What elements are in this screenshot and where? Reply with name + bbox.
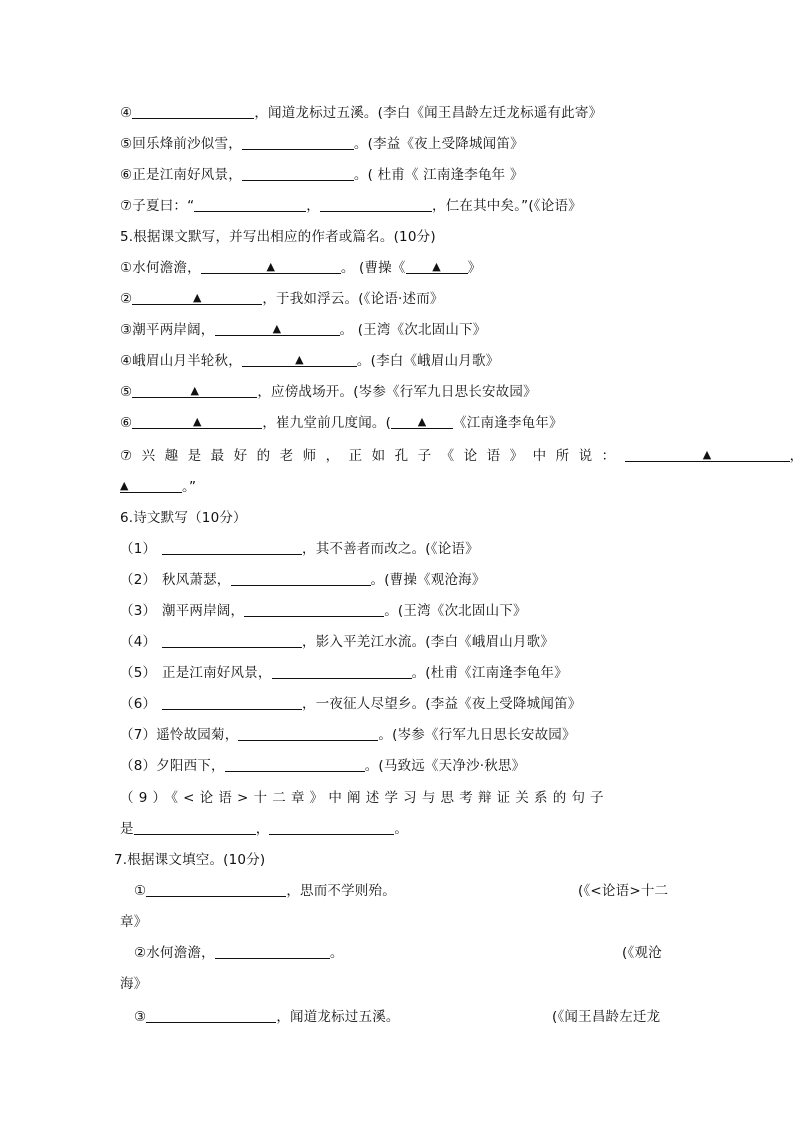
line-text: ，闻道龙标过五溪。 [276,1009,400,1025]
row-text: ，其不善者而改之。(《论语》 [302,541,479,557]
row-text: ，影入平羌江水流。(李白《峨眉山月歌》 [302,634,555,650]
q5-line-7a [120,446,803,466]
q7-line-3-source: (《闻王昌龄左迁龙 [552,1009,661,1025]
q5-title: 5.根据课文默写，并写出相应的作者或篇名。(10分) [120,229,436,245]
item-4-prefix: ④ [120,105,133,121]
answer-blank[interactable] [269,820,394,835]
triangle-mark: ▲ [432,260,441,273]
q5-line-1-prefix: ①水何澹澹， [120,260,201,276]
q7-line-2-source: (《观沧 [622,945,662,961]
row-text: 。(岑参《行军九日思长安故园》 [378,727,576,743]
closing-quote: 。” [182,479,197,495]
item-5-text: 。(李益《夜上受降城闻笛》 [353,136,524,152]
row-number: （4） [120,634,157,650]
q7-line-1-source-cont: 章》 [120,914,148,930]
triangle-mark: ▲ [192,291,202,304]
line-text: ，思而不学则殆。 [286,883,396,899]
triangle-mark: ▲ [702,448,712,461]
answer-blank[interactable] [201,259,341,274]
q5-line-6-prefix: ⑥ [120,415,133,431]
q5-line-3-prefix: ③潮平两岸阔， [120,322,215,338]
q6-row-2 [120,570,486,590]
row-prefix: 正是江南好风景， [162,665,272,681]
period: 。 [394,821,409,837]
triangle-mark: ▲ [190,384,200,397]
answer-blank[interactable] [238,726,378,741]
answer-blank[interactable] [242,166,354,181]
triangle-mark: ▲ [120,479,129,492]
q6-title: 6.诗文默写（10分） [120,510,247,526]
row-number: （8） [120,758,157,774]
q6-row-9a: （9）《<论语>十二章》中阐述学习与思考辩证关系的句子 [120,790,609,806]
answer-blank[interactable] [625,447,790,462]
q5-line-2-text: ，于我如浮云。(《论语·述而》 [262,291,444,307]
q5-line-7b [120,477,196,497]
triangle-mark: ▲ [417,415,427,428]
answer-blank[interactable] [242,135,354,150]
answer-blank[interactable] [146,882,286,897]
line-prefix: ②水何澹澹， [134,945,215,961]
q5-line-2 [120,289,444,309]
item-7-text: ，仁在其中矣。”(《论语》 [432,198,582,214]
q6-row-6 [120,694,581,714]
answer-blank[interactable] [272,664,412,679]
item-7-prefix: ⑦子夏曰：“ [120,198,195,214]
q5-line-5 [120,382,537,402]
q6-row-3 [120,601,527,621]
q6-row-7 [120,725,576,745]
triangle-mark: ▲ [295,353,304,366]
answer-blank[interactable] [134,820,256,835]
row-text: 。(杜甫《江南逢李龟年》 [411,665,568,681]
row-prefix: 遥怜故园菊， [156,727,239,743]
answer-blank[interactable] [146,1008,276,1023]
answer-blank[interactable] [132,383,257,398]
row-number: （1） [120,541,157,557]
triangle-mark: ▲ [192,415,202,428]
row-number: （5） [120,665,157,681]
answer-blank[interactable] [225,757,365,772]
q6-row-5 [120,663,568,683]
q5-line-3 [120,320,486,340]
row-text: 。(曹操《观沧海》 [370,572,486,588]
answer-blank[interactable] [132,104,254,119]
q5-line-4-prefix: ④峨眉山月半轮秋， [120,353,242,369]
line-prefix: ③ [134,1009,147,1025]
item-6-text: 。( 杜甫《 江南逢李龟年 》 [353,167,524,183]
row-prefix: 是 [120,821,134,837]
answer-blank[interactable] [244,602,384,617]
answer-blank[interactable] [320,197,432,212]
q7-line-1-source: (《<论语>十二 [578,883,669,899]
line-prefix: ① [134,883,147,899]
answer-blank[interactable] [242,352,357,367]
q6-row-1 [120,539,479,559]
q5-line-1-mid: 。 (曹操《 [340,260,406,276]
row-text: 。(王湾《次北固山下》 [384,603,527,619]
answer-blank[interactable] [391,414,453,429]
q7-line-2-source-cont: 海》 [120,976,148,992]
row-prefix: 秋风萧瑟， [162,572,231,588]
row-text: ，一夜征人尽望乡。(李益《夜上受降城闻笛》 [302,696,582,712]
q6-row-8 [120,756,525,776]
q5-line-4-text: 。(李白《峨眉山月歌》 [356,353,500,369]
item-5-prefix: ⑤回乐烽前沙似雪， [120,136,242,152]
comma: ， [789,448,803,464]
answer-blank[interactable] [132,414,262,429]
row-number: （2） [120,572,157,588]
comma: ， [306,198,320,214]
item-5 [120,134,524,154]
q7-line-3 [134,1007,400,1027]
row-text: 。(马致远《天净沙·秋思》 [364,758,526,774]
answer-blank[interactable] [120,478,182,493]
triangle-mark: ▲ [266,260,276,273]
q5-line-6-suffix: 《江南逢李龟年》 [453,415,563,431]
answer-blank[interactable] [162,633,302,648]
q5-line-3-text: 。 (王湾《次北固山下》 [339,322,487,338]
row-number: （6） [120,696,157,712]
q6-row-9b [120,819,408,839]
answer-blank[interactable] [231,571,371,586]
q5-line-6 [120,413,563,433]
q5-line-5-text: ，应傍战场开。(岑参《行军九日思长安故园》 [257,384,537,400]
triangle-mark: ▲ [272,322,282,335]
answer-blank[interactable] [132,290,262,305]
comma: ， [255,821,270,837]
answer-blank[interactable] [215,321,340,336]
q7-line-1 [134,881,396,901]
row-prefix: 潮平两岸阔， [162,603,245,619]
item-7 [120,196,582,216]
answer-blank[interactable] [215,944,330,959]
q5-line-7-text: ⑦兴趣是最好的老师，正如孔子《论语》中所说： [120,448,625,464]
item-4-text: ，闻道龙标过五溪。(李白《闻王昌龄左迁龙标遥有此寄》 [254,105,603,121]
q7-line-2 [134,943,344,963]
q6-row-4 [120,632,554,652]
item-6-prefix: ⑥正是江南好风景， [120,167,242,183]
answer-blank[interactable] [406,259,468,274]
answer-blank[interactable] [162,695,302,710]
q5-line-1 [120,258,481,278]
q5-line-4 [120,351,499,371]
q5-line-5-prefix: ⑤ [120,384,133,400]
q5-line-1-suffix: 》 [467,260,482,276]
item-6 [120,165,524,185]
q7-title: 7.根据课文填空。(10分) [114,852,266,868]
answer-blank[interactable] [162,540,302,555]
row-number: （3） [120,603,157,619]
row-prefix: 夕阳西下， [156,758,225,774]
answer-blank[interactable] [194,197,306,212]
q5-line-6-mid: ，崔九堂前几度闻。( [262,415,392,431]
row-number: （7） [120,727,157,743]
q5-line-2-prefix: ② [120,291,133,307]
line-text: 。 [329,945,344,961]
item-4 [120,103,602,123]
